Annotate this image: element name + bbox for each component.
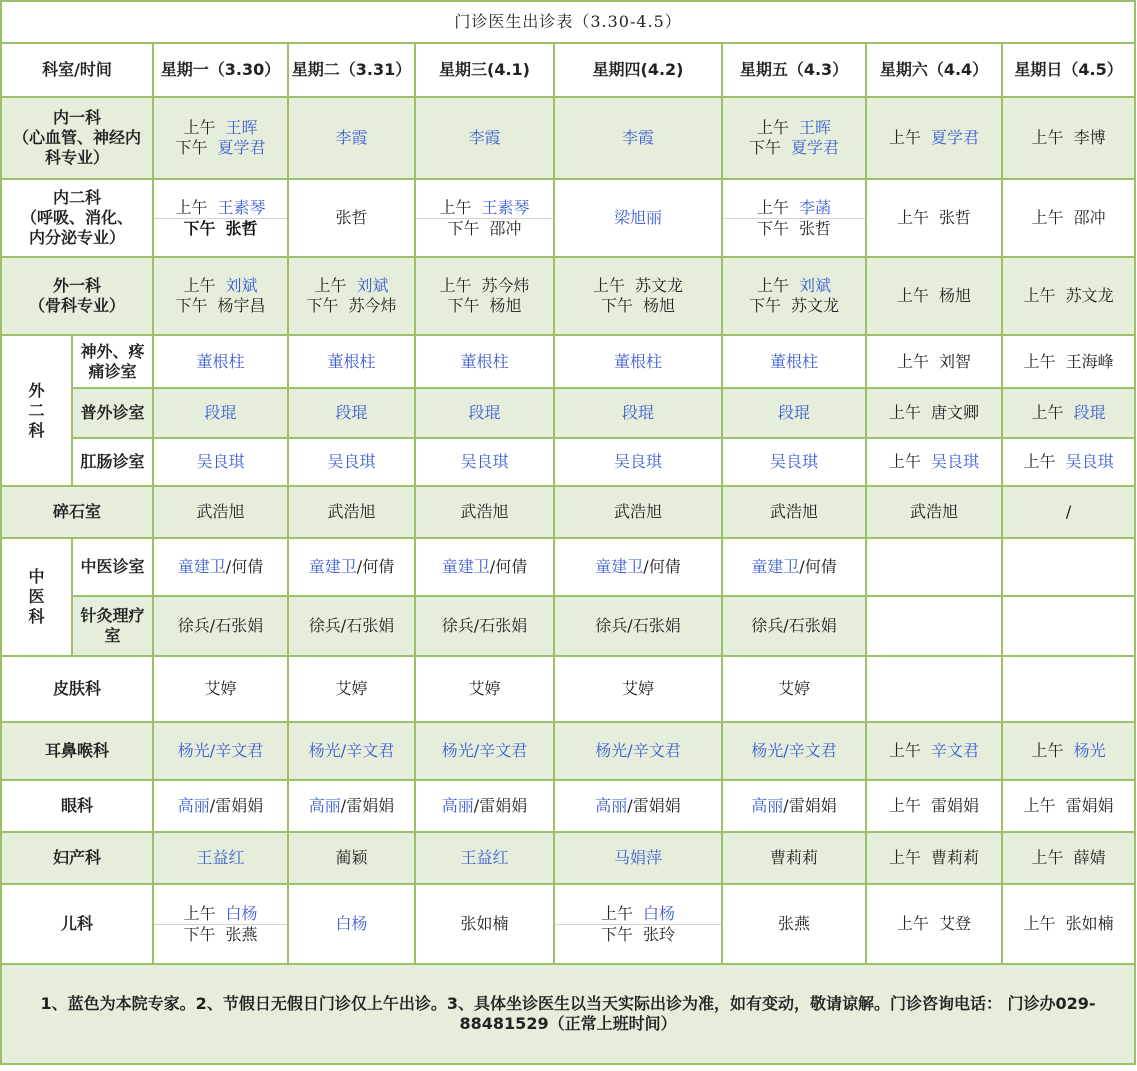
doctor-name: 白杨: [643, 903, 676, 923]
header-sun: 星期日（4.5）: [1002, 43, 1135, 97]
cell-sun-empty: [1002, 538, 1135, 596]
cell-thu: 董根柱: [554, 335, 722, 388]
doctor-name: 高丽: [751, 796, 784, 815]
am-label: 上午: [439, 276, 472, 295]
am-label: 上午: [896, 914, 929, 933]
pm-label: 下午: [175, 138, 208, 157]
am-label: 上午: [1023, 914, 1056, 933]
am-label: 上午: [183, 276, 216, 295]
page-title: 门诊医生出诊表（3.30-4.5）: [1, 1, 1135, 43]
cell-thu: 艾婷: [554, 656, 722, 722]
cell-fri: [722, 179, 866, 257]
dept-name: 中医科: [28, 567, 45, 626]
cell-sat-empty: [866, 656, 1002, 722]
row-tcm-sub1: [1, 538, 1135, 596]
cell-mon: 杨光/辛文君: [153, 722, 288, 780]
dept-waike1: [1, 257, 153, 335]
doctor-name: /何倩: [225, 557, 264, 576]
cell-thu: 段琨: [554, 388, 722, 438]
cell-tue: 段琨: [288, 388, 415, 438]
dept-note: （骨科专业）: [28, 296, 125, 315]
doctor-name: 刘斌: [225, 276, 258, 295]
pm-label: 下午: [600, 924, 633, 944]
cell-tue: 李霞: [288, 97, 415, 179]
doctor-name: 刘斌: [356, 276, 389, 295]
cell-sat: [866, 97, 1002, 179]
cell-thu: 杨光/辛文君: [554, 722, 722, 780]
cell-fri: [722, 538, 866, 596]
dept-neike1: [1, 97, 153, 179]
doctor-name: 刘智: [939, 351, 972, 371]
pm-label: 下午: [175, 296, 208, 315]
dept-note: （呼吸、消化、: [20, 208, 133, 227]
cell-sun: [1002, 884, 1135, 964]
doctor-name: 苏今炜: [348, 296, 397, 315]
cell-fri: 武浩旭: [722, 486, 866, 538]
row-derm: [1, 656, 1135, 722]
row-ent: [1, 722, 1135, 780]
cell-sat: [866, 832, 1002, 884]
cell-wed: 武浩旭: [415, 486, 554, 538]
cell-mon: [153, 97, 288, 179]
row-gyn: [1, 832, 1135, 884]
cell-tue: 张哲: [288, 179, 415, 257]
doctor-name: 邵冲: [489, 218, 522, 238]
cell-tue: [288, 780, 415, 832]
cell-fri: 杨光/辛文君: [722, 722, 866, 780]
pm-label: 下午: [447, 296, 480, 315]
subdept-acupuncture: 针灸理疗室: [72, 596, 153, 656]
cell-sun: [1002, 179, 1135, 257]
cell-tue: 武浩旭: [288, 486, 415, 538]
doctor-name: 夏学君: [217, 138, 266, 157]
doctor-name: 杨光: [1073, 741, 1106, 760]
subdept-tcm-clinic: 中医诊室: [72, 538, 153, 596]
doctor-name: 王晖: [225, 118, 258, 137]
doctor-name: 王海峰: [1065, 351, 1114, 371]
header-sat: 星期六（4.4）: [866, 43, 1002, 97]
cell-sun: [1002, 780, 1135, 832]
cell-sat: [866, 335, 1002, 388]
cell-thu: [554, 257, 722, 335]
doctor-name: 王素琴: [217, 197, 266, 217]
row-neike1: [1, 97, 1135, 179]
cell-wed: [415, 257, 554, 335]
doctor-name: 艾登: [939, 914, 972, 933]
cell-tue: [288, 257, 415, 335]
dept-neike2: [1, 179, 153, 257]
cell-fri: 徐兵/石张娟: [722, 596, 866, 656]
pm-label: 下午: [748, 138, 781, 157]
header-thu: 星期四(4.2): [554, 43, 722, 97]
am-label: 上午: [1031, 848, 1064, 867]
cell-sun: [1002, 257, 1135, 335]
header-wed: 星期三(4.1): [415, 43, 554, 97]
doctor-name: 童建卫: [441, 557, 490, 576]
cell-thu: [554, 538, 722, 596]
row-waike2-sub2: [1, 388, 1135, 438]
doctor-name: 张哲: [799, 218, 832, 238]
cell-thu: 武浩旭: [554, 486, 722, 538]
cell-sun: [1002, 438, 1135, 486]
doctor-name: 张哲: [225, 218, 258, 238]
doctor-name: /何倩: [643, 557, 681, 576]
cell-sat: [866, 780, 1002, 832]
doctor-name: 曹莉莉: [931, 848, 980, 867]
doctor-name: 童建卫: [595, 557, 644, 576]
doctor-name: 夏学君: [791, 138, 840, 157]
doctor-name: 高丽: [308, 796, 341, 815]
row-eye: [1, 780, 1135, 832]
doctor-name: 雷娟娟: [1065, 796, 1114, 815]
cell-fri: [722, 780, 866, 832]
cell-tue: 杨光/辛文君: [288, 722, 415, 780]
subdept-puwai: 普外诊室: [72, 388, 153, 438]
cell-tue: 董根柱: [288, 335, 415, 388]
doctor-name: 童建卫: [308, 557, 357, 576]
cell-wed: 吴良琪: [415, 438, 554, 486]
cell-sat: [866, 884, 1002, 964]
doctor-name: 张哲: [939, 208, 972, 227]
doctor-name: 辛文君: [931, 741, 980, 760]
cell-thu: 马娟萍: [554, 832, 722, 884]
cell-wed: [415, 179, 554, 257]
pm-label: 下午: [756, 218, 789, 238]
doctor-name: 邵冲: [1073, 208, 1106, 227]
row-waike2-sub3: [1, 438, 1135, 486]
cell-mon: [153, 538, 288, 596]
doctor-name: 薛婧: [1073, 848, 1106, 867]
footer-row: [1, 964, 1135, 1064]
cell-sat: [866, 179, 1002, 257]
doctor-name: /雷娟娟: [627, 796, 681, 815]
cell-wed: [415, 780, 554, 832]
cell-wed: [415, 538, 554, 596]
am-label: 上午: [888, 796, 921, 815]
am-label: 上午: [600, 903, 633, 923]
dept-eye: 眼科: [1, 780, 153, 832]
doctor-name: 童建卫: [177, 557, 226, 576]
doctor-name: /何倩: [489, 557, 528, 576]
doctor-name: /雷娟娟: [340, 796, 395, 815]
am-label: 上午: [1023, 796, 1056, 815]
am-label: 上午: [1031, 403, 1064, 422]
doctor-name: 雷娟娟: [931, 796, 980, 815]
doctor-name: 高丽: [441, 796, 474, 815]
dept-waike2: [1, 335, 72, 486]
dept-tcm: [1, 538, 72, 656]
dept-gyn: 妇产科: [1, 832, 153, 884]
doctor-name: 段琨: [1073, 403, 1106, 422]
am-label: 上午: [1031, 741, 1064, 760]
row-neike2: [1, 179, 1135, 257]
cell-wed: 董根柱: [415, 335, 554, 388]
am-label: 上午: [896, 286, 929, 305]
dept-ent: 耳鼻喉科: [1, 722, 153, 780]
header-mon: 星期一（3.30）: [153, 43, 288, 97]
row-tcm-sub2: [1, 596, 1135, 656]
cell-mon: 武浩旭: [153, 486, 288, 538]
am-label: 上午: [756, 276, 789, 295]
doctor-name: 苏文龙: [635, 276, 684, 295]
cell-sat: [866, 388, 1002, 438]
doctor-name: 吴良琪: [931, 452, 980, 471]
dept-ped: 儿科: [1, 884, 153, 964]
doctor-name: 王晖: [799, 118, 832, 137]
am-label: 上午: [888, 128, 921, 147]
doctor-name: 张玲: [643, 924, 676, 944]
dept-note: 内分泌专业）: [28, 228, 125, 247]
cell-sun: [1002, 335, 1135, 388]
cell-sat: [866, 438, 1002, 486]
am-label: 上午: [175, 197, 208, 217]
dept-note: 科专业）: [44, 148, 109, 167]
cell-wed: 李霞: [415, 97, 554, 179]
cell-sun: [1002, 722, 1135, 780]
doctor-name: 夏学君: [931, 128, 980, 147]
am-label: 上午: [592, 276, 625, 295]
cell-wed: 张如楠: [415, 884, 554, 964]
cell-wed: 徐兵/石张娟: [415, 596, 554, 656]
am-label: 上午: [183, 903, 216, 923]
cell-sun: [1002, 832, 1135, 884]
doctor-name: 王素琴: [481, 197, 530, 217]
doctor-name: 童建卫: [751, 557, 800, 576]
cell-sun: /: [1002, 486, 1135, 538]
am-label: 上午: [1023, 286, 1056, 305]
cell-tue: 白杨: [288, 884, 415, 964]
doctor-name: /雷娟娟: [473, 796, 528, 815]
am-label: 上午: [888, 403, 921, 422]
am-label: 上午: [439, 197, 472, 217]
cell-sun-empty: [1002, 596, 1135, 656]
doctor-name: 杨旭: [489, 296, 522, 315]
doctor-name: 苏今炜: [481, 276, 530, 295]
am-label: 上午: [888, 452, 921, 471]
cell-fri: [722, 257, 866, 335]
cell-thu: [554, 884, 722, 964]
header-fri: 星期五（4.3）: [722, 43, 866, 97]
cell-tue: 蔺颖: [288, 832, 415, 884]
cell-fri: [722, 97, 866, 179]
pm-label: 下午: [183, 924, 216, 944]
cell-fri: 段琨: [722, 388, 866, 438]
cell-sun: [1002, 97, 1135, 179]
row-ped: [1, 884, 1135, 964]
subdept-gangchang: 肛肠诊室: [72, 438, 153, 486]
doctor-name: 高丽: [177, 796, 210, 815]
cell-mon: 艾婷: [153, 656, 288, 722]
cell-tue: [288, 538, 415, 596]
cell-thu: 李霞: [554, 97, 722, 179]
am-label: 上午: [756, 197, 789, 217]
cell-tue: 艾婷: [288, 656, 415, 722]
pm-label: 下午: [748, 296, 781, 315]
pm-label: 下午: [306, 296, 339, 315]
cell-mon: 段琨: [153, 388, 288, 438]
dept-derm: 皮肤科: [1, 656, 153, 722]
doctor-name: 李菡: [799, 197, 832, 217]
cell-mon: [153, 884, 288, 964]
am-label: 上午: [1031, 208, 1064, 227]
pm-label: 下午: [600, 296, 633, 315]
doctor-name: 高丽: [595, 796, 628, 815]
cell-thu: 梁旭丽: [554, 179, 722, 257]
doctor-name: 张燕: [225, 924, 258, 944]
doctor-name: /雷娟娟: [209, 796, 264, 815]
cell-mon: 王益红: [153, 832, 288, 884]
doctor-name: 杨宇昌: [217, 296, 266, 315]
doctor-name: /何倩: [799, 557, 837, 576]
doctor-name: 吴良琪: [1065, 452, 1114, 471]
am-label: 上午: [314, 276, 347, 295]
doctor-name: 张如楠: [1065, 914, 1114, 933]
cell-thu: 徐兵/石张娟: [554, 596, 722, 656]
cell-mon: 吴良琪: [153, 438, 288, 486]
dept-note: （心血管、神经内: [12, 128, 141, 147]
cell-sat-empty: [866, 596, 1002, 656]
dept-name: 内二科: [52, 188, 101, 207]
cell-tue: 徐兵/石张娟: [288, 596, 415, 656]
am-label: 上午: [1031, 128, 1064, 147]
am-label: 上午: [756, 118, 789, 137]
cell-sat: [866, 722, 1002, 780]
header-tue: 星期二（3.31）: [288, 43, 415, 97]
am-label: 上午: [896, 351, 929, 371]
cell-mon: [153, 257, 288, 335]
dept-lithotripsy: 碎石室: [1, 486, 153, 538]
doctor-name: 李博: [1073, 128, 1106, 147]
dept-name: 内一科: [52, 108, 101, 127]
cell-tue: 吴良琪: [288, 438, 415, 486]
cell-thu: [554, 780, 722, 832]
cell-mon: [153, 780, 288, 832]
cell-sat-empty: [866, 538, 1002, 596]
cell-mon: 董根柱: [153, 335, 288, 388]
am-label: 上午: [183, 118, 216, 137]
cell-thu: 吴良琪: [554, 438, 722, 486]
doctor-name: 唐文卿: [931, 403, 980, 422]
doctor-name: 苏文龙: [1065, 286, 1114, 305]
cell-sun-empty: [1002, 656, 1135, 722]
cell-mon: [153, 179, 288, 257]
header-row: [1, 43, 1135, 97]
pm-label: 下午: [447, 218, 480, 238]
dept-name: 外一科: [52, 276, 101, 295]
doctor-name: 杨旭: [643, 296, 676, 315]
doctor-name: /雷娟娟: [783, 796, 837, 815]
cell-mon: 徐兵/石张娟: [153, 596, 288, 656]
doctor-name: 白杨: [225, 903, 258, 923]
cell-sat: [866, 257, 1002, 335]
cell-fri: 艾婷: [722, 656, 866, 722]
subdept-shenwai: 神外、疼痛诊室: [72, 335, 153, 388]
row-waike2-sub1: [1, 335, 1135, 388]
cell-wed: 杨光/辛文君: [415, 722, 554, 780]
cell-fri: 曹莉莉: [722, 832, 866, 884]
am-label: 上午: [1023, 452, 1056, 471]
am-label: 上午: [888, 741, 921, 760]
doctor-name: 杨旭: [939, 286, 972, 305]
cell-wed: 王益红: [415, 832, 554, 884]
cell-fri: 吴良琪: [722, 438, 866, 486]
cell-wed: 艾婷: [415, 656, 554, 722]
am-label: 上午: [888, 848, 921, 867]
pm-label: 下午: [183, 218, 216, 238]
doctor-name: /何倩: [356, 557, 395, 576]
cell-wed: 段琨: [415, 388, 554, 438]
cell-sun: [1002, 388, 1135, 438]
doctor-name: 刘斌: [799, 276, 832, 295]
header-dept-time: 科室/时间: [1, 43, 153, 97]
am-label: 上午: [896, 208, 929, 227]
doctor-name: 苏文龙: [791, 296, 840, 315]
dept-name: 外二科: [28, 380, 45, 440]
cell-sat: 武浩旭: [866, 486, 1002, 538]
footer-note: 1、蓝色为本院专家。2、节假日无假日门诊仅上午出诊。3、具体坐诊医生以当天实际出诊为准，如有变动，敬请谅解。门诊咨询电话： 门诊办029-88481529（正常上班时间）: [1, 964, 1135, 1064]
cell-fri: 张燕: [722, 884, 866, 964]
row-waike1: [1, 257, 1135, 335]
am-label: 上午: [1023, 351, 1056, 371]
cell-fri: 董根柱: [722, 335, 866, 388]
row-lithotripsy: [1, 486, 1135, 538]
